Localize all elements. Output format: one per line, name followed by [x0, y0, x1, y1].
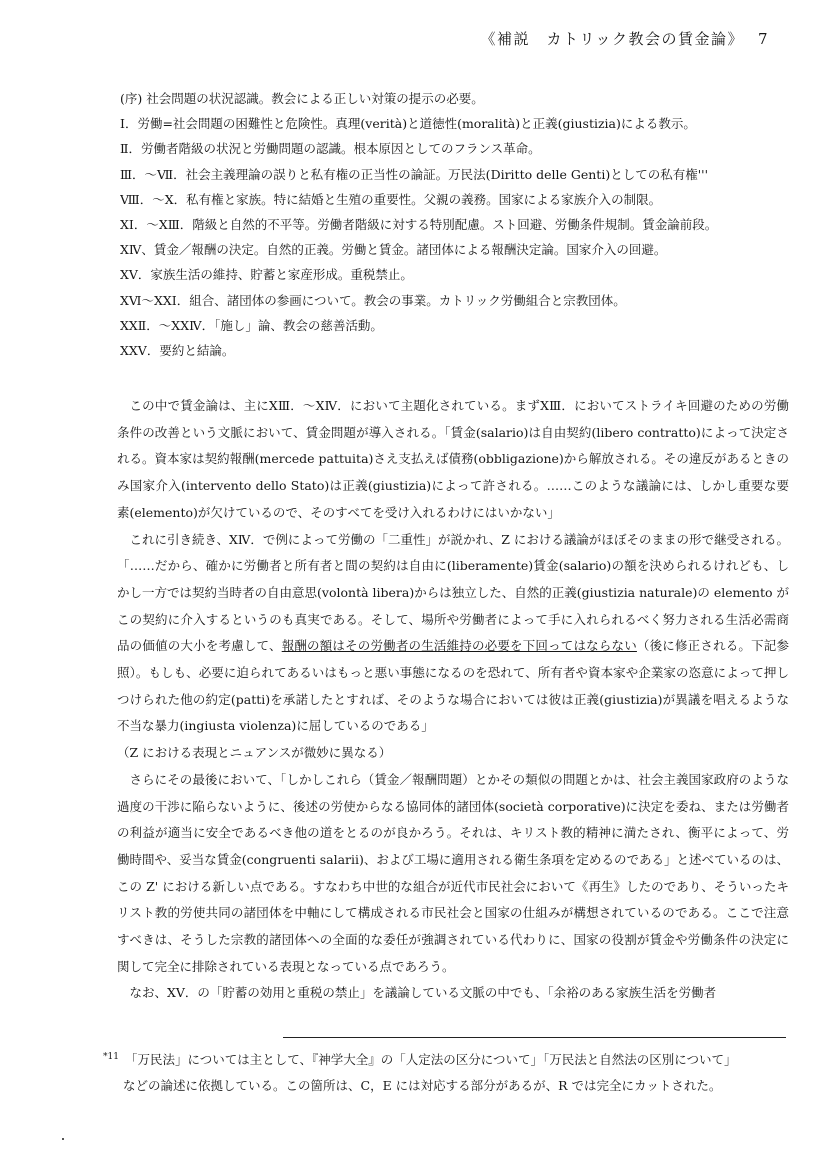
underlined-text: 報酬の額はその労働者の生活維持の必要を下回ってはならない	[281, 638, 637, 654]
paragraph-text: （後に修正される。下記参照）。もしも、必要に迫られてあるいはもっと悪い事態になるのを恐れて、所有者や資本家や企業家の恣意によって押しつけられた他の約定(patti)を承諾したとすれば、そのような場合においては彼は正義(giustizia)が異議を唱えるような不当な暴力(ingiusta violenza)に屈しているのである」	[117, 638, 789, 734]
paragraph-note: （Z における表現とニュアンスが微妙に異なる）	[117, 745, 392, 761]
outline-item: ⅩⅩⅡ．～ⅩⅩⅣ．「施し」論、教会の慈善活動。	[120, 317, 383, 333]
outline-item: Ⅷ．～Ⅹ．私有権と家族。特に結婚と生殖の重要性。父親の義務。国家による家族介入の制限。	[120, 191, 662, 207]
paragraph-text: これに引き続き、ⅩⅣ．で例によって労働の「二重性」が説かれ、Z における議論がほぼそのままの形で継受される。「……だから、確かに労働者と所有者と間の契約は自由に(liberamente)賃金(salario)の額を決められるけれども、しかし一方では契約当時者の自由意思(volontà libera)からは独立した、自然的正義(giustizia naturale)の elemento がこの契約に介入するというのも真実である。そして、場所や労働者によって手に入れられるべく努力される生活必需商品の価値の大小を考慮して、	[117, 531, 789, 654]
running-header	[481, 28, 769, 49]
footnote-line: などの論述に依拠している。この箇所は、C，E には対応する部分があるが、R では完全にカットされた。	[123, 1078, 722, 1094]
outline-item: ⅩⅩⅤ．要約と結論。	[120, 343, 235, 359]
outline-item: ⅩⅣ、賃金／報酬の決定。自然的正義。労働と賃金。諸団体による報酬決定論。国家介入の回避。	[120, 242, 667, 258]
footnote-divider	[283, 1037, 786, 1038]
paragraph: さらにその最後において、「しかしこれら（賃金／報酬問題）とかその類似の問題とかは、社会主義国家政府のような過度の干渉に陥らないように、後述の労使からなる協同体的諸団体(società corporative)に決定を委ね、または労働者の利益が適当に安全であるべき他の道をとるのが良かろう。それは、キリスト教的精神に満たされ、衡平によって、労働時間や、妥当な賃金(congruenti salarii)、および工場に適用される衛生条項を定めるのである」と述べているのは、この Z' における新しい点である。すなわち中世的な組合が近代市民社会において《再生》したのであり、そういったキリスト教的労使共同の諸団体を中軸にして構成される市民社会と国家の仕組みが構想されているのである。ここで注意すべきは、そうした宗教的諸団体への全面的な委任が強調されている代わりに、国家の役割が賃金や労働条件の決定に関して完全に排除されている表現となっている点であろう。	[117, 771, 789, 974]
running-header-title: 《補説 カトリック教会の賃金論》	[480, 30, 744, 48]
footnote-marker: *11	[103, 1052, 119, 1062]
footnote	[103, 1044, 793, 1099]
main-text	[117, 393, 789, 1007]
outline-item: ⅩⅤ．家族生活の維持、貯蓄と家産形成。重税禁止。	[120, 267, 413, 283]
outline-item: (序) 社会問題の状況認識。教会による正しい対策の提示の必要。	[120, 91, 484, 106]
outline-item: Ⅰ．労働=社会問題の困難性と危険性。真理(verità)と道徳性(moralità)と正義(giustizia)による教示。	[120, 116, 696, 132]
paragraph	[117, 527, 789, 741]
outline-item: ⅩⅥ～ⅩⅩⅠ．組合、諸団体の参画について。教会の事業。カトリック労働組合と宗教団体。	[120, 292, 626, 308]
section-outline	[120, 86, 800, 363]
footnote-text: 「万民法」については主として、『神学大全』の「人定法の区分について」「万民法と自然法の区別について」	[124, 1052, 737, 1068]
footnote-line	[103, 1044, 793, 1073]
outline-item: Ⅱ．労働者階級の状況と労働問題の認識。根本原因としてのフランス革命。	[120, 141, 541, 157]
paragraph: なお、ⅩⅤ．の「貯蓄の効用と重税の禁止」を議論している文脈の中でも、「余裕のある家族生活を労働者	[129, 985, 717, 1001]
outline-item: Ⅲ．～Ⅶ．社会主義理論の誤りと私有権の正当性の論証。万民法(Diritto delle Genti)としての私有権'''	[120, 166, 709, 182]
page-number: 7	[757, 30, 769, 48]
paragraph: この中で賃金論は、主にⅩⅢ．～ⅩⅣ．において主題化されている。まずⅩⅢ．においてストライキ回避のための労働条件の改善という文脈において、賃金問題が導入される。「賃金(salario)は自由契約(libero contratto)によって決定される。資本家は契約報酬(mercede pattuita)さえ支払えば債務(obbligazione)から解放される。その違反があるときのみ国家介入(intervento dello Stato)は正義(giustizia)によって許される。……このような議論には、しかし重要な要素(elemento)が欠けているので、そのすべてを受け入れるわけにはいかない」	[117, 398, 789, 520]
outline-item: ⅩⅠ．～ⅩⅢ．階級と自然的不平等。労働者階級に対する特別配慮。スト回避、労働条件規制。賃金論前段。	[120, 217, 718, 233]
scan-speck	[62, 1138, 64, 1140]
